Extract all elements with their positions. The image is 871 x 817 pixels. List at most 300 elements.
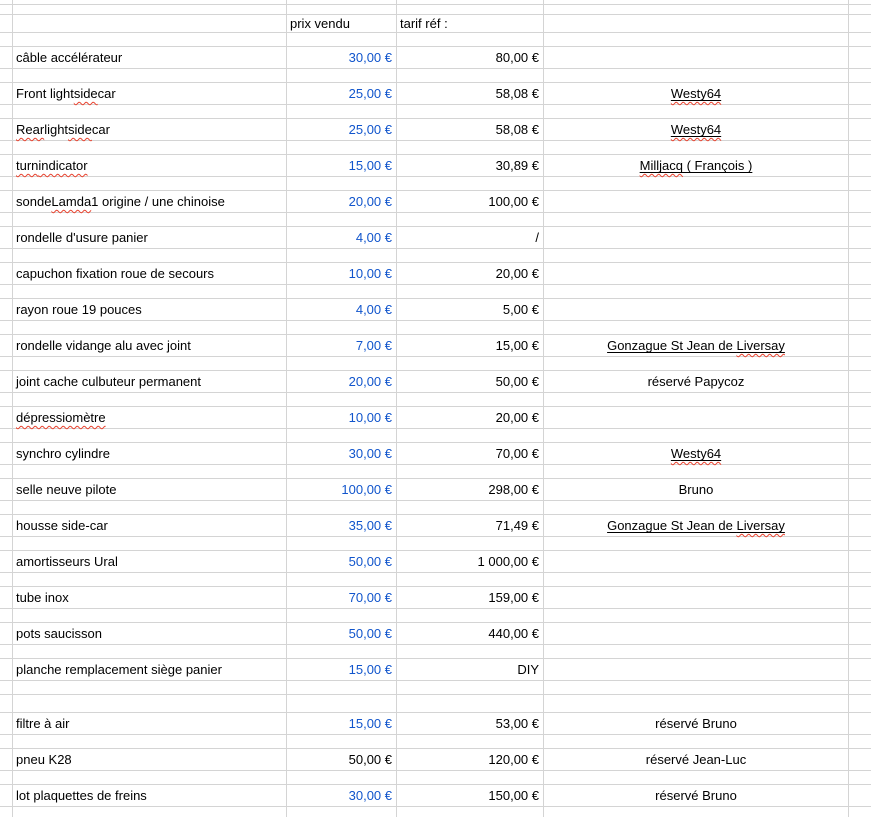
empty-cell[interactable] (0, 33, 13, 47)
sold-price-cell[interactable]: 30,00 € (287, 47, 397, 69)
empty-cell[interactable] (544, 285, 849, 299)
empty-cell[interactable] (13, 357, 287, 371)
empty-cell[interactable] (544, 465, 849, 479)
empty-cell[interactable] (544, 69, 849, 83)
empty-cell[interactable] (287, 213, 397, 227)
empty-cell[interactable] (544, 141, 849, 155)
buyer-cell[interactable] (544, 623, 849, 645)
empty-cell[interactable] (0, 695, 13, 713)
empty-cell[interactable] (0, 263, 13, 285)
buyer-cell[interactable] (544, 299, 849, 321)
empty-cell[interactable] (13, 15, 287, 33)
text-segment: housse side-car (16, 518, 108, 533)
empty-cell[interactable] (0, 393, 13, 407)
header-tarif-ref-cell[interactable]: tarif réf : (397, 15, 544, 33)
empty-cell[interactable] (0, 515, 13, 537)
ref-price-cell[interactable]: 5,00 € (397, 299, 544, 321)
empty-cell[interactable] (287, 573, 397, 587)
empty-cell[interactable] (849, 645, 871, 659)
empty-cell[interactable] (397, 177, 544, 191)
buyer-cell[interactable] (544, 407, 849, 429)
empty-cell[interactable] (287, 285, 397, 299)
buyer-cell[interactable] (544, 443, 849, 465)
empty-cell[interactable] (13, 5, 287, 15)
misspelled-word: side (73, 86, 98, 101)
item-name-cell[interactable] (13, 335, 287, 357)
empty-cell[interactable] (544, 105, 849, 119)
empty-cell[interactable] (13, 285, 287, 299)
empty-cell[interactable] (849, 5, 871, 15)
empty-cell[interactable] (849, 713, 871, 735)
sold-price-cell[interactable]: 35,00 € (287, 515, 397, 537)
item-name-cell[interactable] (13, 227, 287, 249)
sold-price-cell[interactable]: 25,00 € (287, 83, 397, 105)
empty-cell[interactable] (397, 393, 544, 407)
empty-cell[interactable] (0, 587, 13, 609)
item-name-cell[interactable] (13, 623, 287, 645)
empty-cell[interactable] (849, 479, 871, 501)
buyer-name (655, 788, 737, 803)
empty-cell[interactable] (544, 5, 849, 15)
text-segment: rondelle vidange alu avec joint (16, 338, 191, 353)
item-name-cell[interactable] (13, 371, 287, 393)
empty-cell[interactable] (849, 33, 871, 47)
ref-price-cell[interactable]: 70,00 € (397, 443, 544, 465)
empty-cell[interactable] (849, 735, 871, 749)
item-name-cell[interactable] (13, 155, 287, 177)
empty-cell[interactable] (849, 407, 871, 429)
ref-price-cell[interactable]: 80,00 € (397, 47, 544, 69)
empty-cell[interactable] (0, 285, 13, 299)
sold-price-cell[interactable]: 10,00 € (287, 407, 397, 429)
empty-cell[interactable] (849, 501, 871, 515)
empty-cell[interactable] (0, 407, 13, 429)
empty-cell[interactable] (849, 299, 871, 321)
ref-price-cell[interactable]: 1 000,00 € (397, 551, 544, 573)
empty-cell[interactable] (0, 321, 13, 335)
empty-cell[interactable] (0, 5, 13, 15)
empty-cell[interactable] (849, 443, 871, 465)
empty-cell[interactable] (287, 771, 397, 785)
ref-price-cell[interactable]: 100,00 € (397, 191, 544, 213)
empty-cell[interactable] (0, 15, 13, 33)
empty-cell[interactable] (287, 5, 397, 15)
sold-price-cell[interactable]: 50,00 € (287, 551, 397, 573)
empty-cell[interactable] (397, 285, 544, 299)
empty-cell[interactable] (849, 141, 871, 155)
sold-price-cell[interactable]: 15,00 € (287, 713, 397, 735)
empty-cell[interactable] (13, 429, 287, 443)
empty-cell[interactable] (397, 537, 544, 551)
empty-cell[interactable] (849, 393, 871, 407)
empty-cell[interactable] (0, 681, 13, 695)
sold-price-cell[interactable]: 4,00 € (287, 299, 397, 321)
buyer-cell[interactable] (544, 587, 849, 609)
empty-cell[interactable] (397, 321, 544, 335)
sold-price-cell[interactable]: 50,00 € (287, 749, 397, 771)
empty-cell[interactable] (287, 249, 397, 263)
empty-cell[interactable] (0, 537, 13, 551)
sold-price-cell[interactable]: 30,00 € (287, 785, 397, 807)
item-name-cell[interactable] (13, 479, 287, 501)
empty-cell[interactable] (544, 695, 849, 713)
item-name-cell[interactable] (13, 587, 287, 609)
item-name-cell[interactable] (13, 119, 287, 141)
buyer-cell[interactable] (544, 785, 849, 807)
empty-cell[interactable] (849, 587, 871, 609)
empty-cell[interactable] (849, 249, 871, 263)
ref-price-cell[interactable]: 20,00 € (397, 407, 544, 429)
empty-cell[interactable] (0, 371, 13, 393)
empty-cell[interactable] (287, 609, 397, 623)
empty-cell[interactable] (287, 735, 397, 749)
buyer-cell[interactable] (544, 371, 849, 393)
buyer-cell[interactable] (544, 479, 849, 501)
misspelled-word: Rear (16, 122, 45, 137)
empty-cell[interactable] (397, 645, 544, 659)
empty-cell[interactable] (13, 33, 287, 47)
sheet-row (0, 623, 871, 645)
item-name-cell[interactable] (13, 191, 287, 213)
empty-cell[interactable] (0, 785, 13, 807)
empty-cell[interactable] (544, 393, 849, 407)
ref-price-cell[interactable]: 53,00 € (397, 713, 544, 735)
empty-cell[interactable] (0, 749, 13, 771)
sold-price-cell[interactable]: 10,00 € (287, 263, 397, 285)
empty-cell[interactable] (0, 335, 13, 357)
buyer-cell[interactable] (544, 119, 849, 141)
empty-cell[interactable] (849, 515, 871, 537)
empty-cell[interactable] (397, 33, 544, 47)
empty-cell[interactable] (544, 681, 849, 695)
item-name-cell[interactable] (13, 515, 287, 537)
item-name-cell[interactable] (13, 551, 287, 573)
empty-cell[interactable] (0, 213, 13, 227)
item-name-cell[interactable] (13, 659, 287, 681)
empty-cell[interactable] (13, 537, 287, 551)
sold-price-cell[interactable]: 30,00 € (287, 443, 397, 465)
text-segment: câble accélérateur (16, 50, 123, 65)
buyer-cell[interactable] (544, 227, 849, 249)
empty-cell[interactable] (287, 393, 397, 407)
empty-cell[interactable] (397, 249, 544, 263)
ref-price-cell[interactable]: 58,08 € (397, 119, 544, 141)
empty-cell[interactable] (0, 465, 13, 479)
empty-cell[interactable] (544, 213, 849, 227)
empty-cell[interactable] (397, 735, 544, 749)
empty-cell[interactable] (397, 5, 544, 15)
empty-cell[interactable] (544, 537, 849, 551)
empty-cell[interactable] (13, 105, 287, 119)
item-name-cell[interactable] (13, 713, 287, 735)
sold-price-cell[interactable]: 25,00 € (287, 119, 397, 141)
empty-cell[interactable] (397, 105, 544, 119)
empty-cell[interactable] (849, 15, 871, 33)
empty-cell[interactable] (544, 573, 849, 587)
sheet-row (0, 479, 871, 501)
empty-cell[interactable] (0, 155, 13, 177)
ref-price-cell[interactable]: 15,00 € (397, 335, 544, 357)
empty-cell[interactable] (13, 393, 287, 407)
empty-cell[interactable] (849, 537, 871, 551)
buyer-cell[interactable] (544, 191, 849, 213)
empty-cell[interactable] (13, 645, 287, 659)
empty-cell[interactable] (397, 573, 544, 587)
empty-cell[interactable] (0, 177, 13, 191)
ref-price-cell[interactable]: 120,00 € (397, 749, 544, 771)
sold-price-cell[interactable]: 20,00 € (287, 191, 397, 213)
empty-cell[interactable] (397, 501, 544, 515)
empty-cell[interactable] (849, 573, 871, 587)
empty-cell[interactable] (544, 429, 849, 443)
text-segment: car (97, 86, 116, 101)
empty-cell[interactable] (544, 501, 849, 515)
buyer-cell[interactable] (544, 83, 849, 105)
empty-cell[interactable] (0, 47, 13, 69)
ref-price-cell[interactable]: 58,08 € (397, 83, 544, 105)
sold-price-cell[interactable]: 15,00 € (287, 155, 397, 177)
empty-cell[interactable] (849, 83, 871, 105)
ref-price-cell[interactable]: 20,00 € (397, 263, 544, 285)
empty-cell[interactable] (13, 735, 287, 749)
buyer-cell[interactable] (544, 659, 849, 681)
ref-price-cell[interactable]: / (397, 227, 544, 249)
empty-cell[interactable] (13, 695, 287, 713)
empty-cell[interactable] (0, 623, 13, 645)
empty-cell[interactable] (287, 807, 397, 817)
empty-cell[interactable] (0, 227, 13, 249)
empty-cell[interactable] (0, 659, 13, 681)
ref-price-cell[interactable]: 50,00 € (397, 371, 544, 393)
empty-cell[interactable] (13, 609, 287, 623)
empty-cell[interactable] (0, 429, 13, 443)
ref-price-cell[interactable]: 30,89 € (397, 155, 544, 177)
empty-cell[interactable] (849, 177, 871, 191)
empty-cell[interactable] (287, 695, 397, 713)
buyer-cell[interactable] (544, 551, 849, 573)
empty-cell[interactable] (849, 335, 871, 357)
empty-cell[interactable] (397, 357, 544, 371)
empty-cell[interactable] (13, 465, 287, 479)
empty-cell[interactable] (13, 177, 287, 191)
empty-cell[interactable] (0, 191, 13, 213)
empty-cell[interactable] (849, 465, 871, 479)
empty-cell[interactable] (849, 749, 871, 771)
empty-cell[interactable] (849, 609, 871, 623)
empty-cell[interactable] (0, 551, 13, 573)
sold-price-cell[interactable]: 20,00 € (287, 371, 397, 393)
empty-cell[interactable] (849, 227, 871, 249)
empty-cell[interactable] (0, 299, 13, 321)
empty-cell[interactable] (849, 47, 871, 69)
sheet-row (0, 69, 871, 83)
buyer-cell[interactable] (544, 47, 849, 69)
empty-cell[interactable] (397, 213, 544, 227)
ref-price-cell[interactable]: 440,00 € (397, 623, 544, 645)
empty-cell[interactable] (287, 177, 397, 191)
buyer-name (679, 482, 714, 497)
empty-cell[interactable] (849, 155, 871, 177)
empty-cell[interactable] (287, 537, 397, 551)
empty-cell[interactable] (397, 609, 544, 623)
empty-cell[interactable] (849, 119, 871, 141)
empty-cell[interactable] (287, 645, 397, 659)
empty-cell[interactable] (13, 321, 287, 335)
empty-cell[interactable] (13, 213, 287, 227)
empty-cell[interactable] (0, 501, 13, 515)
empty-cell[interactable] (13, 771, 287, 785)
sold-price-cell[interactable]: 70,00 € (287, 587, 397, 609)
empty-cell[interactable] (0, 249, 13, 263)
empty-cell[interactable] (397, 465, 544, 479)
empty-cell[interactable] (0, 807, 13, 817)
empty-cell[interactable] (849, 285, 871, 299)
empty-cell[interactable] (0, 69, 13, 83)
sheet-row (0, 105, 871, 119)
item-name-cell[interactable] (13, 785, 287, 807)
empty-cell[interactable] (397, 807, 544, 817)
buyer-cell[interactable] (544, 335, 849, 357)
empty-cell[interactable] (849, 771, 871, 785)
empty-cell[interactable] (849, 213, 871, 227)
item-name-cell[interactable] (13, 47, 287, 69)
buyer-name (646, 752, 746, 767)
empty-cell[interactable] (0, 105, 13, 119)
empty-cell[interactable] (13, 573, 287, 587)
empty-cell[interactable] (0, 771, 13, 785)
empty-cell[interactable] (849, 623, 871, 645)
empty-cell[interactable] (287, 429, 397, 443)
sold-price-cell[interactable]: 15,00 € (287, 659, 397, 681)
text-segment: réservé Bruno (655, 716, 737, 731)
empty-cell[interactable] (397, 69, 544, 83)
empty-cell[interactable] (13, 249, 287, 263)
empty-cell[interactable] (849, 105, 871, 119)
empty-cell[interactable] (544, 177, 849, 191)
misspelled-word: Liversay (736, 518, 785, 533)
empty-cell[interactable] (849, 785, 871, 807)
empty-cell[interactable] (0, 735, 13, 749)
buyer-name (607, 338, 785, 353)
empty-cell[interactable] (13, 681, 287, 695)
empty-cell[interactable] (544, 15, 849, 33)
item-name-cell[interactable] (13, 299, 287, 321)
empty-cell[interactable] (397, 771, 544, 785)
empty-cell[interactable] (287, 501, 397, 515)
empty-cell[interactable] (849, 659, 871, 681)
empty-cell[interactable] (544, 321, 849, 335)
empty-cell[interactable] (0, 645, 13, 659)
ref-price-cell[interactable]: 159,00 € (397, 587, 544, 609)
sheet-row (0, 15, 871, 33)
empty-cell[interactable] (544, 33, 849, 47)
header-prix-vendu-cell[interactable]: prix vendu (287, 15, 397, 33)
sold-price-cell[interactable]: 4,00 € (287, 227, 397, 249)
ref-price-cell[interactable]: 71,49 € (397, 515, 544, 537)
empty-cell[interactable] (287, 681, 397, 695)
item-name-cell[interactable] (13, 749, 287, 771)
sheet-row (0, 299, 871, 321)
empty-cell[interactable] (0, 573, 13, 587)
empty-cell[interactable] (13, 807, 287, 817)
text-segment: capuchon fixation roue de secours (16, 266, 215, 281)
empty-cell[interactable] (544, 771, 849, 785)
empty-cell[interactable] (0, 713, 13, 735)
empty-cell[interactable] (0, 119, 13, 141)
sold-price-cell[interactable]: 7,00 € (287, 335, 397, 357)
empty-cell[interactable] (13, 501, 287, 515)
empty-cell[interactable] (0, 141, 13, 155)
empty-cell[interactable] (397, 695, 544, 713)
empty-cell[interactable] (287, 69, 397, 83)
empty-cell[interactable] (397, 429, 544, 443)
item-name-cell[interactable] (13, 407, 287, 429)
empty-cell[interactable] (0, 83, 13, 105)
empty-cell[interactable] (0, 357, 13, 371)
empty-cell[interactable] (849, 371, 871, 393)
buyer-cell[interactable] (544, 263, 849, 285)
empty-cell[interactable] (287, 105, 397, 119)
sold-price-cell[interactable]: 50,00 € (287, 623, 397, 645)
text-segment: Bruno (678, 482, 714, 497)
empty-cell[interactable] (544, 735, 849, 749)
empty-cell[interactable] (0, 609, 13, 623)
empty-cell[interactable] (544, 609, 849, 623)
empty-cell[interactable] (849, 551, 871, 573)
empty-cell[interactable] (13, 69, 287, 83)
empty-cell[interactable] (13, 141, 287, 155)
empty-cell[interactable] (849, 807, 871, 817)
empty-cell[interactable] (0, 443, 13, 465)
buyer-cell[interactable] (544, 155, 849, 177)
buyer-cell[interactable] (544, 713, 849, 735)
empty-cell[interactable] (849, 695, 871, 713)
empty-cell[interactable] (849, 191, 871, 213)
text-segment: synchro cylindre (16, 446, 110, 461)
empty-cell[interactable] (849, 357, 871, 371)
buyer-cell[interactable] (544, 515, 849, 537)
empty-cell[interactable] (849, 69, 871, 83)
buyer-name (671, 86, 721, 101)
empty-cell[interactable] (287, 357, 397, 371)
item-name-cell[interactable] (13, 83, 287, 105)
ref-price-cell[interactable]: 298,00 € (397, 479, 544, 501)
ref-price-cell[interactable]: DIY (397, 659, 544, 681)
item-name-cell[interactable] (13, 263, 287, 285)
empty-cell[interactable] (287, 321, 397, 335)
empty-cell[interactable] (544, 807, 849, 817)
ref-price-cell[interactable]: 150,00 € (397, 785, 544, 807)
empty-cell[interactable] (287, 33, 397, 47)
empty-cell[interactable] (397, 681, 544, 695)
empty-cell[interactable] (544, 249, 849, 263)
empty-cell[interactable] (849, 681, 871, 695)
text-segment: car (91, 122, 110, 137)
empty-cell[interactable] (849, 429, 871, 443)
empty-cell[interactable] (287, 141, 397, 155)
empty-cell[interactable] (544, 357, 849, 371)
empty-cell[interactable] (544, 645, 849, 659)
empty-cell[interactable] (287, 465, 397, 479)
empty-cell[interactable] (0, 479, 13, 501)
empty-cell[interactable] (397, 141, 544, 155)
empty-cell[interactable] (849, 321, 871, 335)
item-name-cell[interactable] (13, 443, 287, 465)
buyer-cell[interactable] (544, 749, 849, 771)
sold-price-cell[interactable]: 100,00 € (287, 479, 397, 501)
empty-cell[interactable] (849, 263, 871, 285)
text-segment: tube inox (16, 590, 69, 605)
